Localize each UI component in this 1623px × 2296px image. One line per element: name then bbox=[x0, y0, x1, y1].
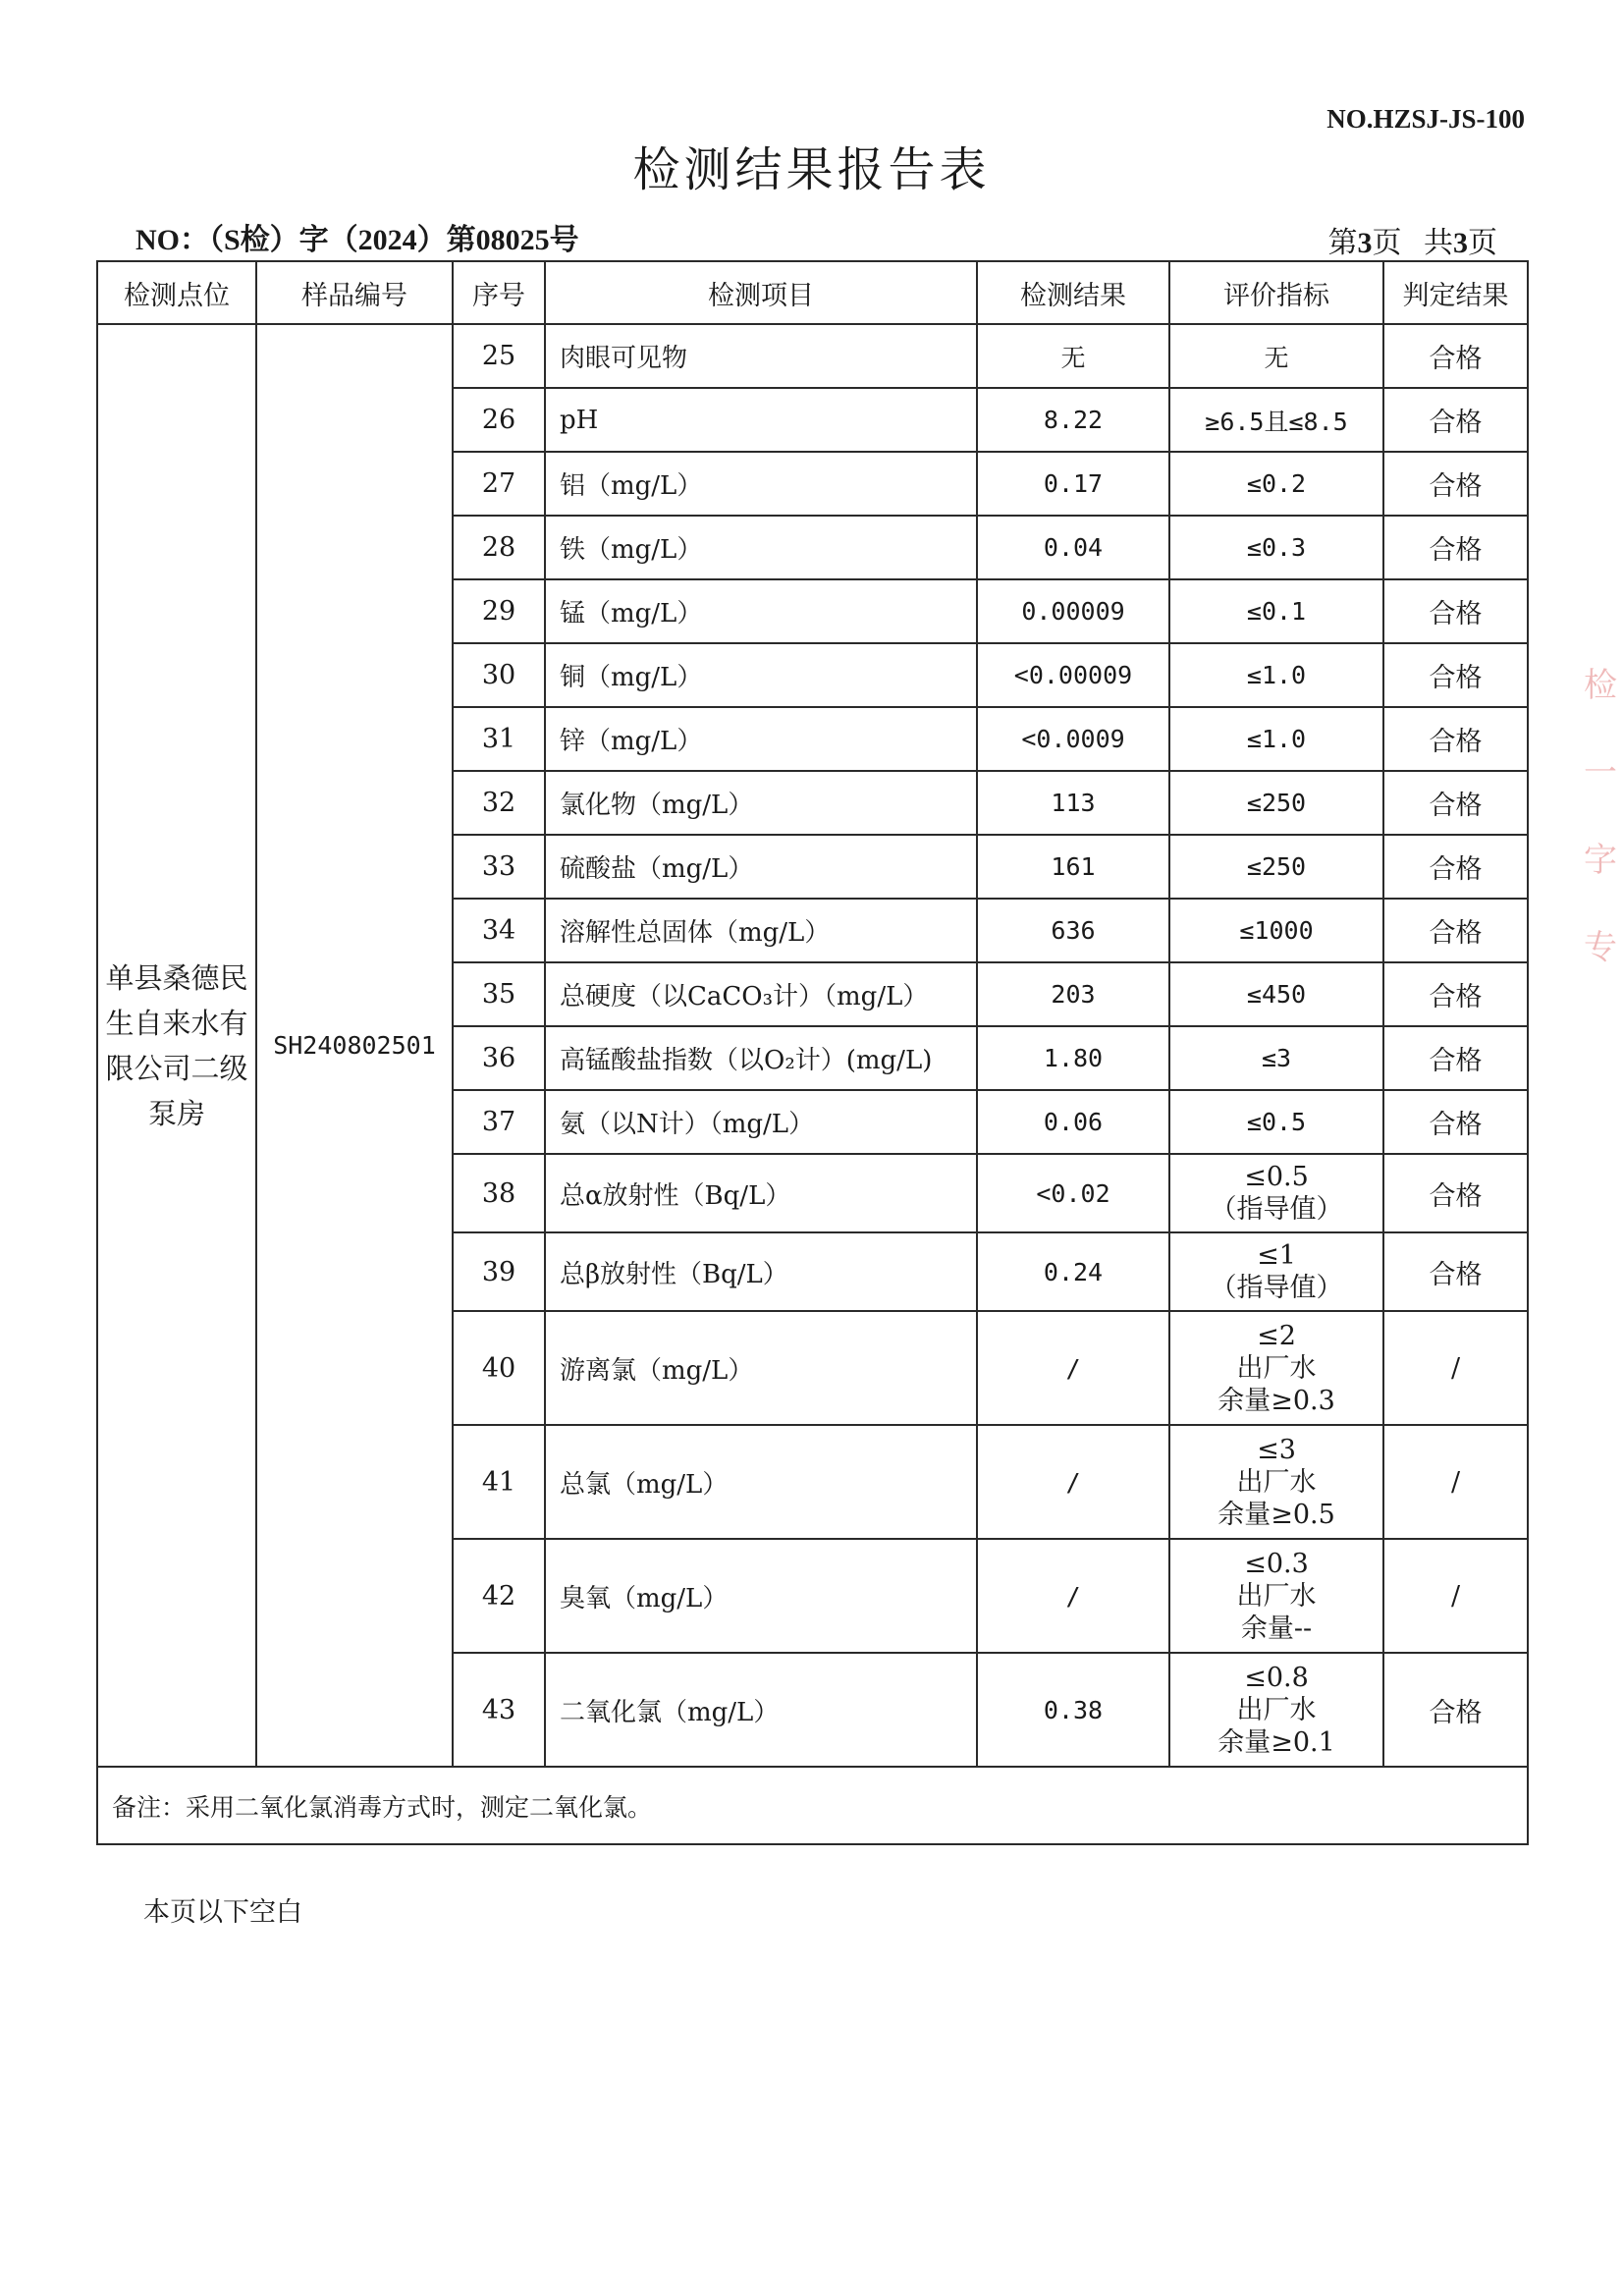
standard-cell: ≤450 bbox=[1169, 962, 1383, 1026]
item-cell: 铝（mg/L） bbox=[545, 452, 977, 516]
seq-cell: 26 bbox=[453, 388, 545, 452]
item-cell: 铜（mg/L） bbox=[545, 643, 977, 707]
item-cell: 游离氯（mg/L） bbox=[545, 1311, 977, 1425]
standard-cell: ≤0.3 bbox=[1169, 516, 1383, 579]
standard-line: ≤3 bbox=[1257, 1434, 1296, 1465]
result-cell: / bbox=[977, 1311, 1169, 1425]
judgement-cell: 合格 bbox=[1383, 1232, 1528, 1311]
judgement-cell: 合格 bbox=[1383, 962, 1528, 1026]
standard-line: ≤0.5 bbox=[1244, 1162, 1309, 1192]
result-cell: <0.0009 bbox=[977, 707, 1169, 771]
header-item: 检测项目 bbox=[545, 261, 977, 324]
standard-line: 余量≥0.1 bbox=[1217, 1726, 1335, 1758]
standard-cell: ≤1000 bbox=[1169, 899, 1383, 962]
seq-cell: 28 bbox=[453, 516, 545, 579]
standard-cell: ≤0.5 bbox=[1169, 1090, 1383, 1154]
item-cell: 铁（mg/L） bbox=[545, 516, 977, 579]
item-cell: 高锰酸盐指数（以O₂计）(mg/L) bbox=[545, 1026, 977, 1090]
seq-cell: 43 bbox=[453, 1653, 545, 1767]
item-cell: pH bbox=[545, 388, 977, 452]
seq-cell: 25 bbox=[453, 324, 545, 388]
remark-cell: 备注：采用二氧化氯消毒方式时，测定二氧化氯。 bbox=[97, 1767, 1528, 1844]
seq-cell: 32 bbox=[453, 771, 545, 835]
standard-line: （指导值） bbox=[1210, 1273, 1343, 1303]
result-cell: 0.04 bbox=[977, 516, 1169, 579]
seq-cell: 31 bbox=[453, 707, 545, 771]
judgement-cell: 合格 bbox=[1383, 835, 1528, 899]
result-cell: 0.38 bbox=[977, 1653, 1169, 1767]
header-standard: 评价指标 bbox=[1169, 261, 1383, 324]
header-sample-no: 样品编号 bbox=[256, 261, 453, 324]
seq-cell: 38 bbox=[453, 1154, 545, 1232]
standard-cell: ≤3 bbox=[1169, 1026, 1383, 1090]
result-cell: / bbox=[977, 1539, 1169, 1653]
judgement-cell: 合格 bbox=[1383, 899, 1528, 962]
result-cell: <0.00009 bbox=[977, 643, 1169, 707]
item-cell: 臭氧（mg/L） bbox=[545, 1539, 977, 1653]
seq-cell: 40 bbox=[453, 1311, 545, 1425]
header-seq: 序号 bbox=[453, 261, 545, 324]
seq-cell: 36 bbox=[453, 1026, 545, 1090]
result-cell: <0.02 bbox=[977, 1154, 1169, 1232]
result-cell: 无 bbox=[977, 324, 1169, 388]
seq-cell: 37 bbox=[453, 1090, 545, 1154]
seal-stamp-edge: 检 一 字 专 bbox=[1584, 666, 1617, 967]
judgement-cell: 合格 bbox=[1383, 324, 1528, 388]
standard-line: ≤0.8 bbox=[1244, 1662, 1309, 1693]
item-cell: 锰（mg/L） bbox=[545, 579, 977, 643]
standard-line: 余量≥0.5 bbox=[1217, 1499, 1335, 1530]
standard-line: 出厂水 bbox=[1236, 1352, 1317, 1384]
blank-page-note: 本页以下空白 bbox=[143, 1897, 302, 1928]
result-cell: 113 bbox=[977, 771, 1169, 835]
results-table bbox=[96, 260, 1529, 1845]
item-cell: 溶解性总固体（mg/L） bbox=[545, 899, 977, 962]
item-cell: 氯化物（mg/L） bbox=[545, 771, 977, 835]
remark-row bbox=[97, 1767, 1528, 1844]
standard-cell: ≤250 bbox=[1169, 835, 1383, 899]
result-cell: 203 bbox=[977, 962, 1169, 1026]
page-info: 第3页 共3页 bbox=[1327, 227, 1497, 259]
judgement-cell: 合格 bbox=[1383, 452, 1528, 516]
judgement-cell: 合格 bbox=[1383, 1653, 1528, 1767]
judgement-cell: 合格 bbox=[1383, 388, 1528, 452]
result-cell: 0.06 bbox=[977, 1090, 1169, 1154]
standard-cell: 无 bbox=[1169, 324, 1383, 388]
result-cell: 161 bbox=[977, 835, 1169, 899]
judgement-cell: 合格 bbox=[1383, 643, 1528, 707]
standard-cell: ≤0.2 bbox=[1169, 452, 1383, 516]
seq-cell: 30 bbox=[453, 643, 545, 707]
standard-line: 出厂水 bbox=[1236, 1694, 1317, 1725]
judgement-cell: / bbox=[1383, 1311, 1528, 1425]
standard-cell bbox=[1169, 1154, 1383, 1232]
standard-cell bbox=[1169, 1425, 1383, 1539]
page-title: 检测结果报告表 bbox=[632, 142, 991, 197]
item-cell: 肉眼可见物 bbox=[545, 324, 977, 388]
report-number: NO：（S检）字（2024）第08025号 bbox=[135, 224, 579, 256]
standard-line: （指导值） bbox=[1210, 1194, 1343, 1225]
judgement-cell: 合格 bbox=[1383, 579, 1528, 643]
result-cell: 8.22 bbox=[977, 388, 1169, 452]
standard-line: ≤2 bbox=[1257, 1320, 1296, 1351]
seq-cell: 39 bbox=[453, 1232, 545, 1311]
seq-cell: 29 bbox=[453, 579, 545, 643]
seq-cell: 27 bbox=[453, 452, 545, 516]
judgement-cell: 合格 bbox=[1383, 707, 1528, 771]
header-location: 检测点位 bbox=[97, 261, 256, 324]
table-header-row bbox=[97, 261, 1528, 324]
standard-line: ≤0.3 bbox=[1244, 1548, 1309, 1579]
result-cell: 0.00009 bbox=[977, 579, 1169, 643]
item-cell: 硫酸盐（mg/L） bbox=[545, 835, 977, 899]
judgement-cell: / bbox=[1383, 1539, 1528, 1653]
sample-number-cell: SH240802501 bbox=[256, 324, 453, 1767]
standard-cell: ≤0.1 bbox=[1169, 579, 1383, 643]
seq-cell: 35 bbox=[453, 962, 545, 1026]
location-cell: 单县桑德民生自来水有限公司二级泵房 bbox=[97, 324, 256, 1767]
item-cell: 总α放射性（Bq/L） bbox=[545, 1154, 977, 1232]
result-cell: 1.80 bbox=[977, 1026, 1169, 1090]
standard-cell: ≤250 bbox=[1169, 771, 1383, 835]
result-cell: 636 bbox=[977, 899, 1169, 962]
standard-cell: ≤1.0 bbox=[1169, 643, 1383, 707]
result-cell: 0.17 bbox=[977, 452, 1169, 516]
judgement-cell: 合格 bbox=[1383, 771, 1528, 835]
judgement-cell: 合格 bbox=[1383, 1090, 1528, 1154]
item-cell: 锌（mg/L） bbox=[545, 707, 977, 771]
item-cell: 二氧化氯（mg/L） bbox=[545, 1653, 977, 1767]
standard-line: ≤1 bbox=[1257, 1240, 1296, 1271]
standard-line: 余量≥0.3 bbox=[1217, 1385, 1335, 1416]
standard-line: 出厂水 bbox=[1236, 1580, 1317, 1612]
item-cell: 总硬度（以CaCO₃计）（mg/L） bbox=[545, 962, 977, 1026]
standard-line: 余量-- bbox=[1240, 1613, 1313, 1644]
judgement-cell: 合格 bbox=[1383, 516, 1528, 579]
standard-line: 出厂水 bbox=[1236, 1466, 1317, 1498]
result-cell: 0.24 bbox=[977, 1232, 1169, 1311]
table-row bbox=[97, 324, 1528, 388]
seq-cell: 33 bbox=[453, 835, 545, 899]
judgement-cell: 合格 bbox=[1383, 1026, 1528, 1090]
document-number: NO.HZSJ-JS-100 bbox=[1326, 104, 1525, 134]
standard-cell: ≥6.5且≤8.5 bbox=[1169, 388, 1383, 452]
header-result: 检测结果 bbox=[977, 261, 1169, 324]
seq-cell: 34 bbox=[453, 899, 545, 962]
item-cell: 氨（以N计）（mg/L） bbox=[545, 1090, 977, 1154]
standard-cell bbox=[1169, 1311, 1383, 1425]
standard-cell bbox=[1169, 1539, 1383, 1653]
standard-cell bbox=[1169, 1232, 1383, 1311]
judgement-cell: / bbox=[1383, 1425, 1528, 1539]
judgement-cell: 合格 bbox=[1383, 1154, 1528, 1232]
result-cell: / bbox=[977, 1425, 1169, 1539]
header-judgement: 判定结果 bbox=[1383, 261, 1528, 324]
seq-cell: 42 bbox=[453, 1539, 545, 1653]
standard-cell: ≤1.0 bbox=[1169, 707, 1383, 771]
seq-cell: 41 bbox=[453, 1425, 545, 1539]
standard-cell bbox=[1169, 1653, 1383, 1767]
item-cell: 总β放射性（Bq/L） bbox=[545, 1232, 977, 1311]
item-cell: 总氯（mg/L） bbox=[545, 1425, 977, 1539]
